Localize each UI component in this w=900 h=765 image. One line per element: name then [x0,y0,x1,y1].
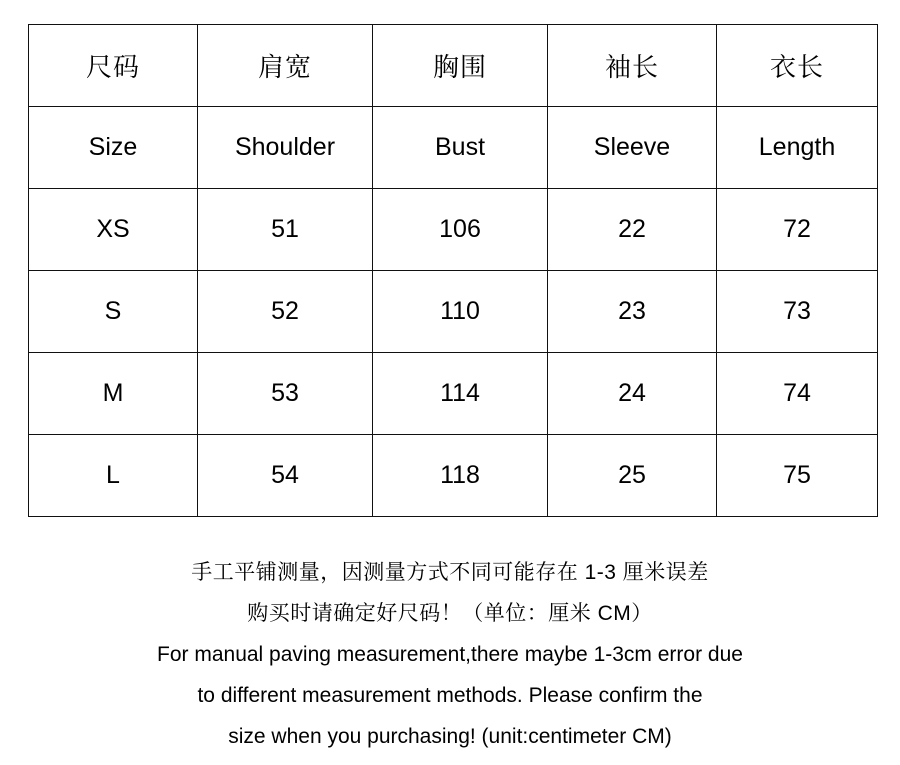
header-cell-sleeve-cn: 袖长 [548,25,717,107]
cell-bust: 110 [373,271,548,353]
cell-length: 75 [717,435,878,517]
size-table-container [28,24,872,517]
cell-sleeve: 24 [548,353,717,435]
header-cell-shoulder-en: Shoulder [198,107,373,189]
header-cell-bust-en: Bust [373,107,548,189]
cell-bust: 106 [373,189,548,271]
note-line-en-3: size when you purchasing! (unit:centimeter CM) [228,725,672,748]
header-cell-size-en: Size [29,107,198,189]
cell-sleeve: 23 [548,271,717,353]
cell-bust: 118 [373,435,548,517]
note-line-cn-1: 手工平铺测量，因测量方式不同可能存在 1-3 厘米误差 [191,561,709,584]
header-cell-shoulder-cn: 肩宽 [198,25,373,107]
cell-length: 73 [717,271,878,353]
cell-size: L [29,435,198,517]
cell-shoulder: 52 [198,271,373,353]
cell-bust: 114 [373,353,548,435]
cell-sleeve: 22 [548,189,717,271]
note-line-en-2: to different measurement methods. Please confirm the [197,684,703,707]
cell-size: XS [29,189,198,271]
cell-size: M [29,353,198,435]
note-line-cn-2: 购买时请确定好尺码！（单位：厘米 CM） [247,602,653,625]
header-cell-length-cn: 衣长 [717,25,878,107]
cell-size: S [29,271,198,353]
header-cell-size-cn: 尺码 [29,25,198,107]
header-cell-length-en: Length [717,107,878,189]
note-line-en-1: For manual paving measurement,there maybe 1-3cm error due [157,643,743,666]
table-row [29,435,878,517]
measurement-notes [0,552,900,757]
table-row [29,353,878,435]
cell-shoulder: 51 [198,189,373,271]
table-row [29,189,878,271]
size-table [28,24,878,517]
cell-shoulder: 53 [198,353,373,435]
cell-sleeve: 25 [548,435,717,517]
cell-shoulder: 54 [198,435,373,517]
header-cell-sleeve-en: Sleeve [548,107,717,189]
cell-length: 72 [717,189,878,271]
table-header-row-cn [29,25,878,107]
cell-length: 74 [717,353,878,435]
table-row [29,271,878,353]
table-header-row-en [29,107,878,189]
header-cell-bust-cn: 胸围 [373,25,548,107]
